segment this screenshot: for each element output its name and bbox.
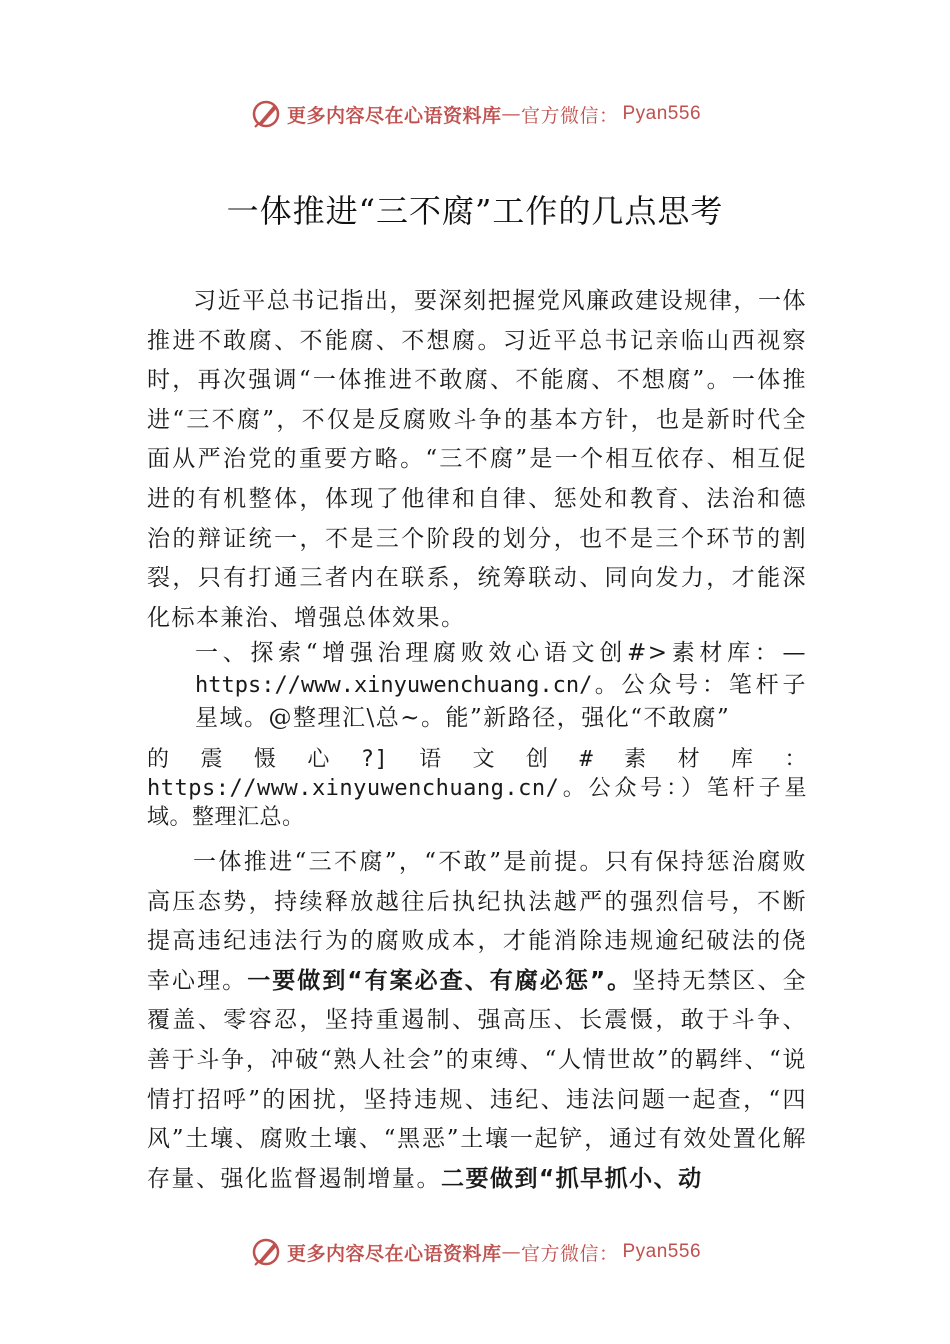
paragraph-intro: 习近平总书记指出，要深刻把握党风廉政建设规律，一体推进不敢腐、不能腐、不想腐。习近平总书记亲临山西视察时，再次强调“一体推进不敢腐、不能腐、不想腐”。一体推进“三不腐”，不仅是反腐败斗争的基本方针，也是新时代全面从严治党的重要方略。“三不腐”是一个相互依存、相互促进的有机整体，体现了他律和自律、惩处和教育、法治和德治的辩证统一，不是三个阶段的划分，也不是三个环节的割裂，只有打通三者内在联系，统筹联动、同向发力，才能深化标本兼治、增强总体效果。: [147, 288, 807, 631]
watermark-banner-bottom: [0, 1232, 950, 1272]
paragraph-text-a: 一体推进“三不腐”，“不敢”是前提。只有保持惩治腐败高压态势，持续释放越往后执纪执法越严的强烈信号，不断提高违纪违法行为的腐败成本，才能消除违规逾纪破法的侥幸心理。: [147, 849, 807, 994]
emphasis-point-1: 一要做到“有案必查、有腐必惩”。: [247, 967, 633, 994]
emphasis-point-2: 二要做到“抓早抓小、动: [441, 1165, 703, 1192]
banner-wechat-label: 官方微信：: [520, 104, 619, 127]
banner-separator: —: [501, 1241, 521, 1263]
paragraph-text-b: 坚持无禁区、全覆盖、零容忍，坚持重遏制、强高压、长震慑，敢于斗争、 善于斗争，冲破“熟人社会”的束缚、“人情世故”的羁绊、“说情打招呼”的困扰，坚持违规、违纪、违法问题一起查，“四风”土壤、腐败土壤、“黑恶”土壤一起铲，通过有效处置化解存量、强化监督遏制增量。: [147, 967, 808, 1192]
paragraph-watermark-text: 的震慑心?]语文创#素材库：https://www.xinyuwenchuang.cn/。公众号：）笔杆子星域。整理汇总。: [147, 747, 807, 830]
section-heading-1: [195, 637, 807, 734]
banner-separator: —: [501, 103, 521, 125]
pen-logo-icon: [249, 1235, 283, 1269]
document-title: 一体推进“三不腐”工作的几点思考: [226, 192, 724, 230]
watermark-banner-top: [0, 94, 950, 134]
section-heading-text-b: 。公众号：笔杆子星域。@整理汇\总~。能”新路径，强化“不敢腐”: [195, 672, 807, 731]
banner-wechat-id: Pyan556: [622, 1241, 702, 1262]
banner-brand: 更多内容尽在心语资料库: [286, 104, 502, 127]
banner-wechat-label: 官方微信：: [520, 1242, 619, 1265]
banner-wechat-id: Pyan556: [622, 103, 702, 124]
section-heading-url: https://www.xinyuwenchuang.cn/: [195, 673, 593, 698]
paragraph-not-dare: [147, 843, 807, 1199]
pen-logo-icon: [249, 97, 283, 131]
banner-brand: 更多内容尽在心语资料库: [286, 1242, 502, 1265]
section-heading-text-a: 一、探索“增强治理腐败效心语文创#>素材库：—: [195, 640, 807, 666]
